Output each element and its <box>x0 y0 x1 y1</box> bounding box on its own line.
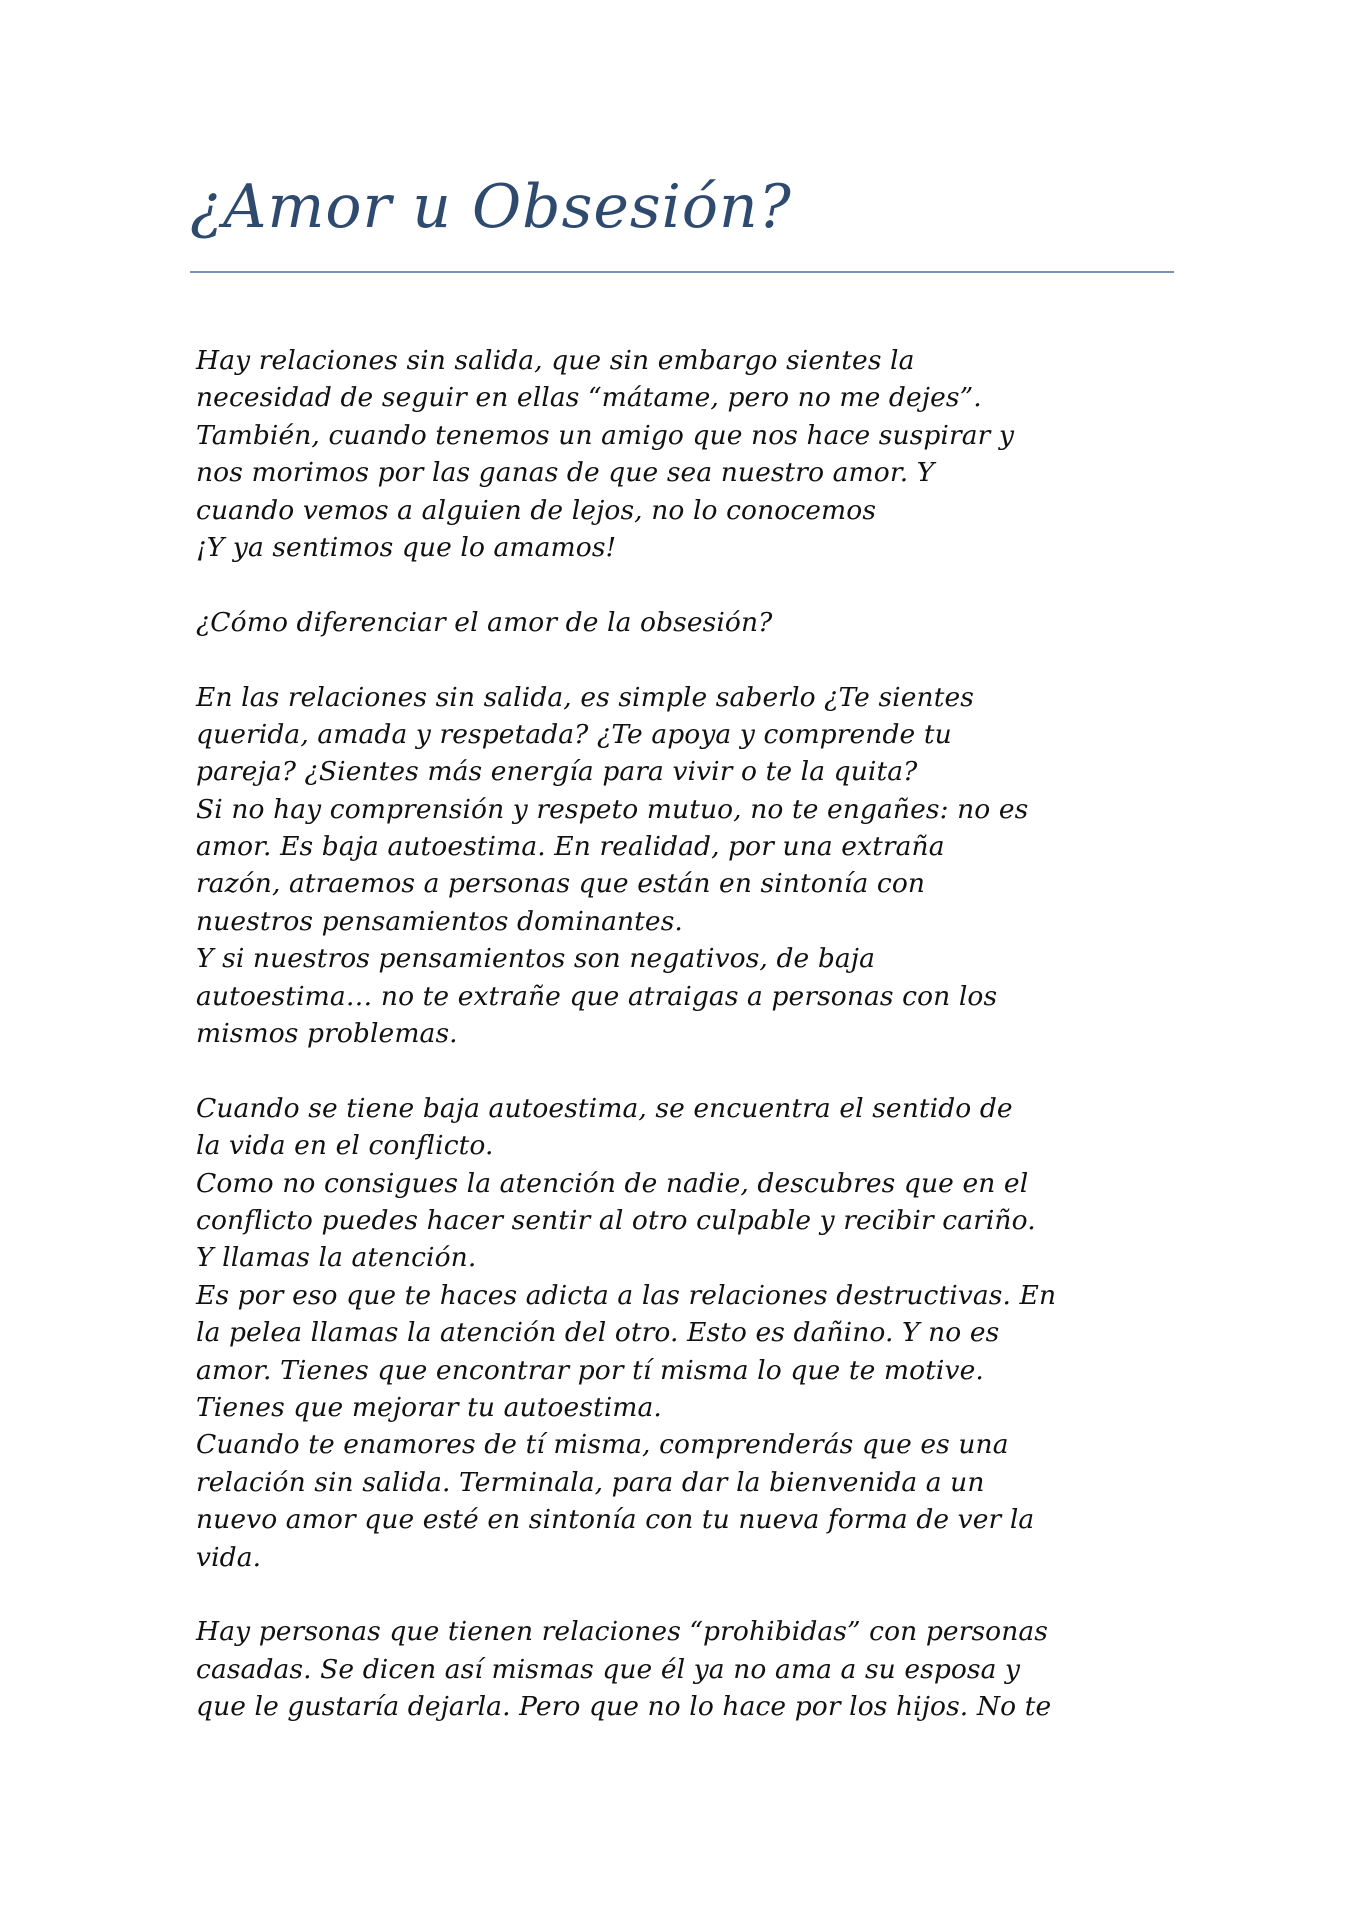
document-body <box>196 342 1186 1725</box>
text-line: vida. <box>196 1541 262 1573</box>
text-line: ¡Y ya sentimos que lo amamos! <box>196 531 617 563</box>
text-line: casadas. Se dicen así mismas que él ya no ama a su esposa y <box>196 1653 1021 1685</box>
blank-line <box>196 641 1186 678</box>
text-line: cuando vemos a alguien de lejos, no lo conocemos <box>196 494 877 526</box>
text-line: Tienes que mejorar tu autoestima. <box>196 1391 662 1423</box>
text-line: la pelea llamas la atención del otro. Esto es dañino. Y no es <box>196 1317 1000 1349</box>
text-line: Y si nuestros pensamientos son negativos, de baja <box>196 943 876 975</box>
text-line: conflicto puedes hacer sentir al otro culpable y recibir cariño. <box>196 1204 1036 1236</box>
text-line: nos morimos por las ganas de que sea nuestro amor. Y <box>196 457 935 489</box>
text-line: ¿Cómo diferenciar el amor de la obsesión? <box>196 606 773 638</box>
text-line: autoestima… no te extrañe que atraigas a personas con los <box>196 980 998 1012</box>
text-line: nuestros pensamientos dominantes. <box>196 905 683 937</box>
text-line: Como no consigues la atención de nadie, descubres que en el <box>196 1167 1029 1199</box>
text-line: que le gustaría dejarla. Pero que no lo hace por los hijos. No te <box>196 1691 1052 1723</box>
text-line: Si no hay comprensión y respeto mutuo, no te engañes: no es <box>196 793 1029 825</box>
text-line: necesidad de seguir en ellas “mátame, pero no me dejes”. <box>196 382 982 414</box>
blank-line <box>196 1052 1186 1089</box>
text-line: razón, atraemos a personas que están en sintonía con <box>196 868 926 900</box>
text-line: amor. Tienes que encontrar por tí misma lo que te motive. <box>196 1354 984 1386</box>
text-line: mismos problemas. <box>196 1018 458 1050</box>
text-line: Hay relaciones sin salida, que sin embargo sientes la <box>196 345 915 376</box>
text-line: relación sin salida. Terminala, para dar la bienvenida a un <box>196 1466 985 1498</box>
text-line: Es por eso que te haces adicta a las relaciones destructivas. En <box>196 1279 1057 1311</box>
text-line: Y llamas la atención. <box>196 1242 477 1274</box>
text-line: También, cuando tenemos un amigo que nos hace suspirar y <box>196 419 1015 451</box>
text-line: Cuando se tiene baja autoestima, se encuentra el sentido de <box>196 1092 1013 1124</box>
text-line: Cuando te enamores de tí misma, comprenderás que es una <box>196 1429 1009 1461</box>
text-line: querida, amada y respetada? ¿Te apoya y comprende tu <box>196 718 952 750</box>
text-line: En las relaciones sin salida, es simple saberlo ¿Te sientes <box>196 681 974 713</box>
document-title: ¿Amor u Obsesión? <box>190 172 792 242</box>
blank-line <box>196 1576 1186 1613</box>
text-line: la vida en el conflicto. <box>196 1130 494 1162</box>
text-line: pareja? ¿Sientes más energía para vivir o te la quita? <box>196 756 918 788</box>
text-line: nuevo amor que esté en sintonía con tu nueva forma de ver la <box>196 1504 1035 1536</box>
text-line: amor. Es baja autoestima. En realidad, por una extraña <box>196 831 945 863</box>
blank-line <box>196 566 1186 603</box>
text-line: Hay personas que tienen relaciones “prohibidas” con personas <box>196 1616 1048 1648</box>
title-divider <box>190 271 1174 273</box>
